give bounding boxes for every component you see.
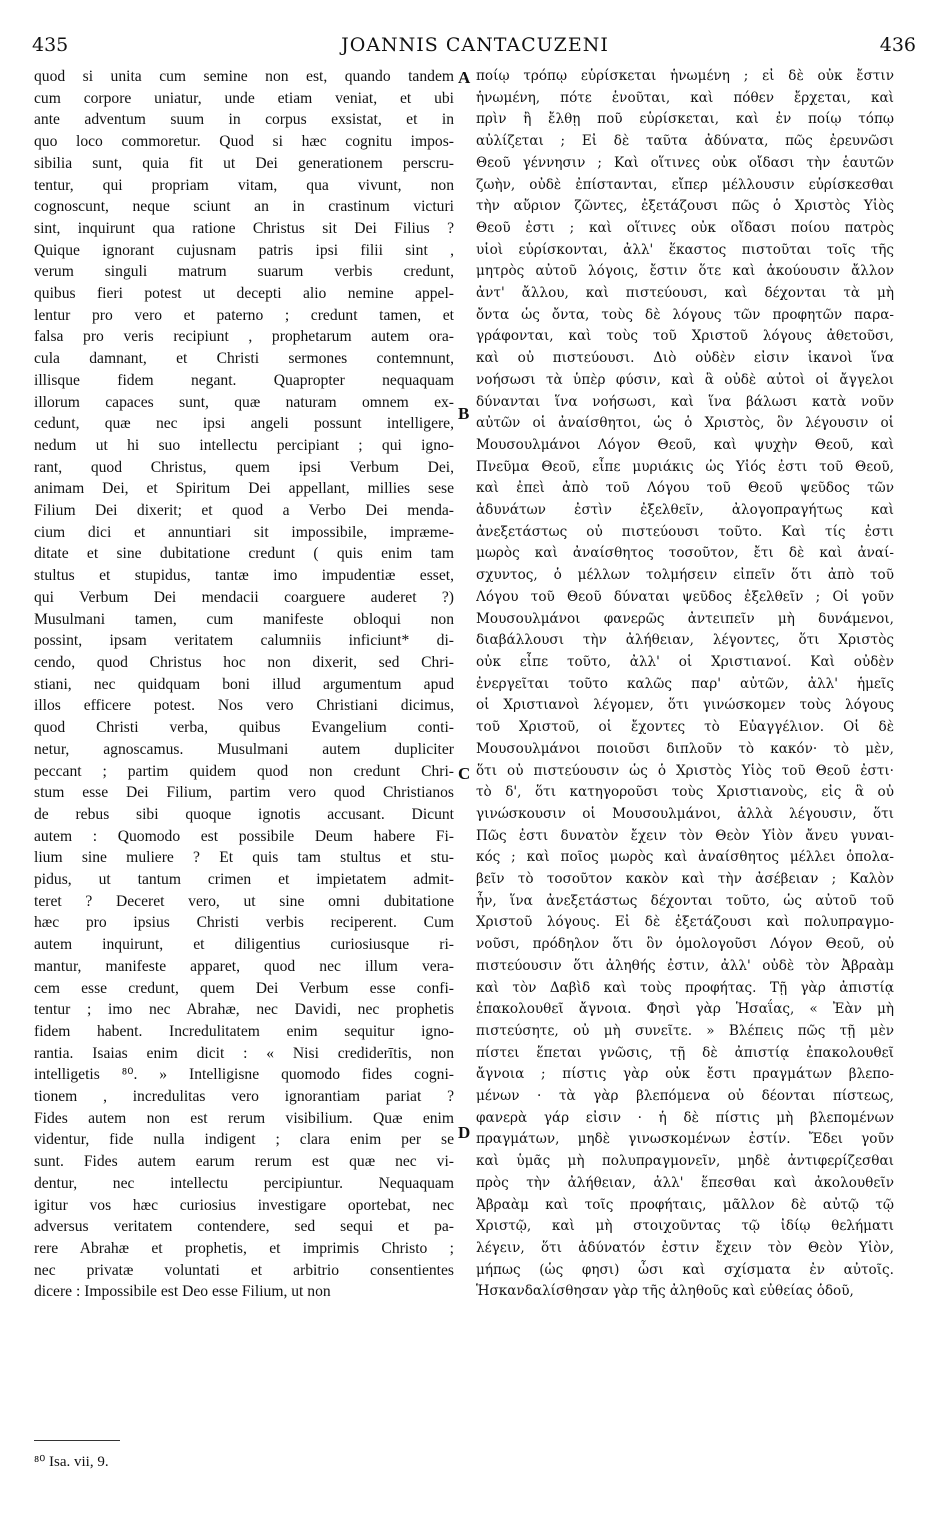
latin-text-line: qui Verbum Dei mendacii coarguere auderet ?) bbox=[34, 588, 454, 606]
latin-text-line: lentur pro vero et paterno ; credunt tamen, et bbox=[34, 306, 454, 324]
greek-text-line: μητρὸς αὐτοῦ λόγοις, ἔστιν ὅτε καὶ ἀκούουσιν ἄλλον bbox=[476, 263, 894, 280]
footnote-rule bbox=[34, 1440, 120, 1441]
greek-text-line: πιστεύουσιν ὅτι ἀληθής ἐστιν, ἀλλ' οὐδὲ τὸν Ἀβραὰμ bbox=[476, 957, 894, 974]
latin-column bbox=[34, 66, 454, 1303]
greek-text-line: αὐλίζεται ; Εἰ δὲ ταῦτα ἀδύνατα, πῶς ἐρευνῶσι bbox=[476, 133, 894, 150]
latin-text-line: Filium Dei dixerit; et quod a Verbo Dei menda- bbox=[34, 502, 454, 520]
greek-text-line: πίστει ἕπεται γνῶσις, τῇ δὲ ἀπιστίᾳ ἐπακολουθεῖ bbox=[476, 1044, 894, 1061]
greek-text-line: ἄγνοια ; πίστις γὰρ οὐκ ἔστι πραγμάτων βλεπο- bbox=[476, 1066, 894, 1083]
latin-text-line: igitur vos hæc curiosius investigare oportebat, nec bbox=[34, 1196, 454, 1214]
greek-text-line: ἀντ' ἄλλου, καὶ πιστεύουσι, καὶ δέχονται τὰ μὴ bbox=[476, 285, 894, 302]
latin-text-line: illos efficere potest. Nos vero Christiani dicimus, bbox=[34, 697, 454, 715]
latin-text-line: cem esse credunt, quem Dei Verbum esse confi- bbox=[34, 979, 454, 997]
latin-text-line: Musulmani tamen, cum manifeste obloqui non bbox=[34, 610, 454, 628]
greek-text-line: μήπως (ὡς φησι) ὦσι καὶ σχίσματα ἐν αὐτοῖς. bbox=[476, 1261, 894, 1278]
greek-text-line: τοῦ Χριστοῦ, οἱ ἔχοντες τὸ Εὐαγγέλιον. Οἱ δὲ bbox=[476, 719, 894, 736]
greek-text-line: γράφονται, καὶ τοὺς τοῦ Χριστοῦ λόγους ἀθετοῦσι, bbox=[476, 328, 894, 345]
latin-text-line: verum singuli matrum suarum verbis credunt, bbox=[34, 263, 454, 281]
latin-text-line: intelligetis ⁸⁰. » Intelligisne quomodo fides cogni- bbox=[34, 1066, 454, 1084]
greek-text-line: ποίῳ τρόπῳ εὑρίσκεται ἡνωμένη ; εἰ δὲ οὐκ ἔστιν bbox=[476, 68, 894, 84]
latin-text-line: tentur ; imo nec Abrahæ, nec Davidi, nec prophetis bbox=[34, 1001, 454, 1019]
page-number-left: 435 bbox=[32, 34, 69, 56]
greek-text-line: Πνεῦμα Θεοῦ, εἶπε μυριάκις ὡς Υἱός ἐστι τοῦ Θεοῦ, bbox=[476, 458, 894, 475]
greek-text-line: Θεοῦ ἐστι ; καὶ οἵτινες οὐκ οἴδασι ποίου πατρὸς bbox=[476, 219, 894, 236]
latin-text-line: pidus, ut tantum crimen et impietatem admit- bbox=[34, 871, 454, 889]
latin-text-line: hæc pro ipsius Christi verbis reciperent. Cum bbox=[34, 914, 454, 932]
latin-text-line: sibilia sunt, quia fit ut Dei generationem perscru- bbox=[34, 154, 454, 172]
latin-text-line: rant, quod Christus, quem ipsi Verbum Dei, bbox=[34, 458, 454, 476]
greek-text-line: Μουσουλμάνοι Λόγον Θεοῦ, καὶ ψυχὴν Θεοῦ, καὶ bbox=[476, 436, 894, 453]
greek-text-line: μένων · τὰ γὰρ βλεπόμενα οὐ δέονται πίστεως, bbox=[476, 1088, 894, 1105]
latin-text-line: teret ? Deceret vero, ut sine omni dubitatione bbox=[34, 892, 454, 910]
latin-text-line: Quique ignorant cujusnam patris ipsi filii sint , bbox=[34, 241, 454, 259]
greek-column bbox=[476, 66, 894, 1303]
page-header bbox=[30, 34, 920, 62]
latin-text-line: cedunt, quæ nec ipsi angeli possunt intelligere, bbox=[34, 415, 454, 433]
latin-text-line: mantur, manifeste apparet, quod nec illum vera- bbox=[34, 957, 454, 975]
latin-text-line: quibus fieri potest ut decepti alio nemine appel- bbox=[34, 285, 454, 303]
latin-text-line: quo loco commoretur. Quod si hæc cognitu impos- bbox=[34, 133, 454, 151]
latin-text-line: tionem , incredulitas vero ignorantiam pariat ? bbox=[34, 1088, 454, 1106]
greek-text-line: Ἡσκανδαλίσθησαν γὰρ τῆς ἀληθοῦς καὶ εὐθείας ὁδοῦ, bbox=[476, 1283, 854, 1300]
latin-text-line: animam Dei, et Spiritum Dei appellant, millies sese bbox=[34, 480, 454, 498]
latin-text-line: falsa pro veris recipiunt , prophetarum autem ora- bbox=[34, 328, 454, 346]
greek-text-line: νοήσωσι τὰ ὑπὲρ φύσιν, καὶ ἃ οὐδὲ αὐτοὶ οἱ ἄγγελοι bbox=[476, 371, 894, 388]
greek-text-line: ἦν, ἵνα ἀνεξετάστως δέχονται τοῦτο, ὡς αὐτοῦ τοῦ bbox=[476, 892, 894, 909]
latin-text-line: cendo, quod Christus hoc non dixerit, sed Chri- bbox=[34, 653, 454, 671]
latin-text-line: quod si unita cum semine non est, quando tandem bbox=[34, 68, 454, 85]
latin-text-line: peccant ; partim quidem quod non credunt Chri- bbox=[34, 762, 454, 780]
greek-text-line: λέγειν, ὅτι ἀδύνατόν ἐστιν ἔχειν τὸν Θεὸν Υἱὸν, bbox=[476, 1239, 894, 1256]
latin-text-line: possint, ipsam veritatem calumniis inficiunt* di- bbox=[34, 632, 454, 650]
latin-text-line: lium sine muliere ? Et quis tam stultus et stu- bbox=[34, 849, 454, 867]
latin-text-line: cula damnant, et Christi sermones contemnunt, bbox=[34, 350, 454, 368]
greek-text-line: καὶ ἐπεὶ ἀπὸ τοῦ Λόγου τοῦ Θεοῦ ψεῦδος τῶν bbox=[476, 480, 894, 497]
greek-text-line: υἱοὶ εὑρίσκονται, ἀλλ' ἕκαστος πιστοῦται τοῖς τῆς bbox=[476, 241, 894, 258]
page-number-right: 436 bbox=[879, 34, 916, 56]
latin-text-line: adversus veritatem contendere, sed sequi et pa- bbox=[34, 1218, 454, 1236]
greek-text-line: διαβάλλουσι τὴν ἀλήθειαν, λέγοντες, ὅτι Χριστὸς bbox=[476, 632, 894, 649]
latin-text-line: videntur, fide nulla indigent ; clara enim per se bbox=[34, 1131, 454, 1149]
latin-text-line: sunt. Fides autem earum rerum est quæ nec vi- bbox=[34, 1153, 454, 1171]
latin-text-line: Fides autem non est rerum visibilium. Quæ enim bbox=[34, 1109, 454, 1127]
latin-text-line: illorum capaces sunt, quæ naturam omnem ex- bbox=[34, 393, 454, 411]
greek-text-line: αὐτῶν οἱ ἀναίσθητοι, ὡς ὁ Χριστὸς, ὃν λέγουσιν οἱ bbox=[476, 415, 894, 432]
greek-text-line: πραγμάτων, μηδὲ γινωσκομένων ἐστίν. Ἔδει γοῦν bbox=[476, 1131, 894, 1148]
latin-text-line: ditate et sine dubitatione credunt ( quis enim tam bbox=[34, 545, 454, 563]
latin-text-line: cum corpore uniatur, unde etiam veniat, et ubi bbox=[34, 89, 454, 107]
section-marker-b: B bbox=[458, 404, 470, 423]
greek-text-line: πιστεύσητε, οὐ μὴ συνεῖτε. » Βλέπεις πῶς τῇ μὲν bbox=[476, 1022, 894, 1039]
greek-text-line: Χριστῷ, καὶ μὴ στοιχοῦντας τῷ ἰδίῳ θελήματι bbox=[476, 1218, 894, 1235]
latin-text-line: de rebus sibi quoque ignotis accusant. Dicunt bbox=[34, 805, 454, 823]
greek-text-line: Λόγου τοῦ Θεοῦ δύναται ψεῦδος ἐξελθεῖν ; Οἱ γοῦν bbox=[476, 588, 894, 605]
greek-text-line: ἐνεργεῖται τοῦτο καλῶς παρ' αὐτῶν, ἀλλ' ἡμεῖς bbox=[476, 675, 894, 692]
latin-text-line: stiani, nec quidquam boni illud argumentum apud bbox=[34, 675, 454, 693]
greek-text-line: Χριστοῦ λόγους. Εἰ δὲ ἐξετάζουσι καὶ πολυπραγμο- bbox=[476, 914, 894, 931]
latin-text-line: autem inquirunt, et diligentius curiosiusque ri- bbox=[34, 936, 454, 954]
greek-text-line: τὴν αὔριον ζῶντες, ἐξετάζουσι πῶς ὁ Χριστὸς Υἱὸς bbox=[476, 198, 894, 215]
greek-text-line: ζωὴν, οὐδὲ ἐπίστανται, εἴπερ μέλλουσιν εὑρίσκεσθαι bbox=[476, 176, 894, 193]
greek-text-line: ἡνωμένη, πότε ἑνοῦται, καὶ πόθεν ἔρχεται, καὶ bbox=[476, 89, 894, 106]
greek-text-line: πρὸς τὴν ἀλήθειαν, ἀλλ' ἕπεσθαι καὶ ἀκολουθεῖν bbox=[476, 1174, 894, 1191]
greek-text-line: Ἀβραὰμ καὶ τοῖς προφήταις, μᾶλλον δὲ αὐτῷ τῷ bbox=[476, 1196, 894, 1213]
section-marker-d: D bbox=[458, 1123, 471, 1142]
greek-text-line: Μουσουλμάνοι φανερῶς ἀντειπεῖν μὴ δυνάμενοι, bbox=[476, 610, 894, 627]
latin-text-line: fidem habent. Incredulitatem enim sequitur igno- bbox=[34, 1022, 454, 1040]
latin-text-line: stultus et stupidus, tantæ imo impudentiæ esset, bbox=[34, 567, 454, 585]
section-marker-a: A bbox=[458, 68, 471, 87]
latin-text-line: rere Abrahæ et prophetis, et imprimis Christo ; bbox=[34, 1239, 454, 1257]
greek-text-line: ἀδυνάτων ἐστὶν ἐξελθεῖν, ἀλογοπραγήτως καὶ bbox=[476, 502, 894, 519]
section-marker-c: C bbox=[458, 764, 471, 783]
greek-text-line: βεῖν τὸ τοσοῦτον κακὸν καὶ τὴν ἀσέβειαν ; Καλὸν bbox=[476, 871, 894, 888]
greek-text-line: Θεοῦ γέννησιν ; Καὶ οἵτινες οὐκ οἴδασι τὴν ἑαυτῶν bbox=[476, 154, 894, 171]
greek-text-line: Μουσουλμάνοι ποιοῦσι διπλοῦν τὸ κακόν· τὸ μὲν, bbox=[476, 740, 894, 757]
latin-text-line: nedum ut hi suo intellectu percipiant ; qui igno- bbox=[34, 436, 454, 454]
greek-text-line: ὄντα ὡς ὄντα, τοὺς δὲ λόγους τῶν προφητῶν παρα- bbox=[476, 306, 894, 323]
latin-text-line: autem : Quomodo est possibile Deum habere Fi- bbox=[34, 827, 454, 845]
greek-text-line: ἀνεξετάστως οὐ πιστεύουσι τοῦτο. Καὶ τίς ἐστι bbox=[476, 523, 894, 540]
footnote: ⁸⁰ Isa. vii, 9. bbox=[34, 1454, 109, 1470]
running-title: JOANNIS CANTACUZENI bbox=[341, 34, 609, 56]
greek-text-line: καὶ ὑμᾶς μὴ πολυπραγμονεῖν, μηδὲ ἀντιφερίζεσθαι bbox=[476, 1153, 894, 1170]
latin-text-line: illisque fidem negant. Quapropter nequaquam bbox=[34, 371, 454, 389]
greek-text-line: οὐκ εἶπε τοῦτο, ἀλλ' οἱ Χριστιανοί. Καὶ οὐδὲν bbox=[476, 653, 894, 670]
greek-text-line: οἱ Χριστιανοὶ λέγομεν, ὅτι γινώσκομεν τοὺς λόγους bbox=[476, 697, 894, 714]
greek-text-line: καὶ οὐ πιστεύουσι. Διὸ οὐδὲν εἰσιν ἱκανοὶ ἵνα bbox=[476, 350, 894, 367]
greek-text-line: ὅτι οὐ πιστεύουσιν ὡς ὁ Χριστὸς Υἱὸς τοῦ Θεοῦ ἐστι· bbox=[476, 762, 894, 779]
greek-text-line: ἐπακολουθεῖ ἄγνοια. Φησὶ γὰρ Ἡσαΐας, « Ἐὰν μὴ bbox=[476, 1001, 894, 1018]
latin-text-line: ante adventum suum in corpus exsistat, et in bbox=[34, 111, 454, 129]
latin-text-line: dentur, nec intellectu percipiuntur. Nequaquam bbox=[34, 1174, 454, 1192]
latin-text-line: quod Christi verba, quibus Evangelium conti- bbox=[34, 719, 454, 737]
greek-text-line: φανερὰ γάρ εἰσιν · ἡ δὲ πίστις μὴ βλεπομένων bbox=[476, 1109, 894, 1126]
greek-text-line: μωρὸς καὶ ἀναίσθητος τοσοῦτον, ἔτι δὲ καὶ ἀναί- bbox=[476, 545, 894, 562]
greek-text-line: καὶ τὸν Δαβὶδ καὶ τοὺς προφήτας. Τῇ γὰρ ἀπιστίᾳ bbox=[476, 979, 894, 996]
greek-text-line: τὸ δ', ὅτι κατηγοροῦσι τοὺς Χριστιανοὺς, εἰς ἃ οὐ bbox=[476, 784, 894, 801]
greek-text-line: κός ; καὶ ποῖος μωρὸς καὶ ἀναίσθητος μέλλει ὁπολα- bbox=[476, 849, 894, 866]
latin-text-line: stum esse Dei Filium, partim vero quod Christianos bbox=[34, 784, 454, 802]
latin-text-line: cium dici et annuntiari sit impossibile, impræme- bbox=[34, 523, 454, 541]
latin-text-line: netur, agnoscamus. Musulmani autem dupliciter bbox=[34, 740, 454, 758]
latin-text-line: dicere : Impossibile est Deo esse Filium, ut non bbox=[34, 1283, 331, 1301]
latin-text-line: nec privatæ voluntati et arbitrio consentientes bbox=[34, 1261, 454, 1279]
greek-text-line: σχυντος, ὁ μέλλων τολμήσειν εἰπεῖν ὅτι ἀπὸ τοῦ bbox=[476, 567, 894, 584]
latin-text-line: cognoscunt, neque sciunt an in crastinum victuri bbox=[34, 198, 454, 216]
greek-text-line: νοῦσι, πρόδηλον ὅτι ὃν ὁμολογοῦσι Λόγον Θεοῦ, οὐ bbox=[476, 936, 894, 953]
greek-text-line: πρὶν ἢ ἔλθῃ ποῦ εὑρίσκεται, καὶ ἐν ποίῳ τόπῳ bbox=[476, 111, 894, 128]
latin-text-line: rantia. Isaias enim dicit : « Nisi crediderītis, non bbox=[34, 1044, 454, 1062]
greek-text-line: Πῶς ἐστι δυνατὸν ἔχειν τὸν Θεὸν Υἱὸν ἄνευ γυναι- bbox=[476, 827, 894, 844]
latin-text-line: tentur, qui propriam vitam, qua vivunt, non bbox=[34, 176, 454, 194]
latin-text-line: sint, inquirunt qua ratione Christus sit Dei Filius ? bbox=[34, 219, 454, 237]
greek-text-line: γινώσκουσιν οἱ Μουσουλμάνοι, ἀλλὰ λέγουσιν, ὅτι bbox=[476, 805, 894, 822]
greek-text-line: δύνανται ἵνα νοήσωσι, καὶ ἵνα βάλωσι κατὰ νοῦν bbox=[476, 393, 894, 410]
